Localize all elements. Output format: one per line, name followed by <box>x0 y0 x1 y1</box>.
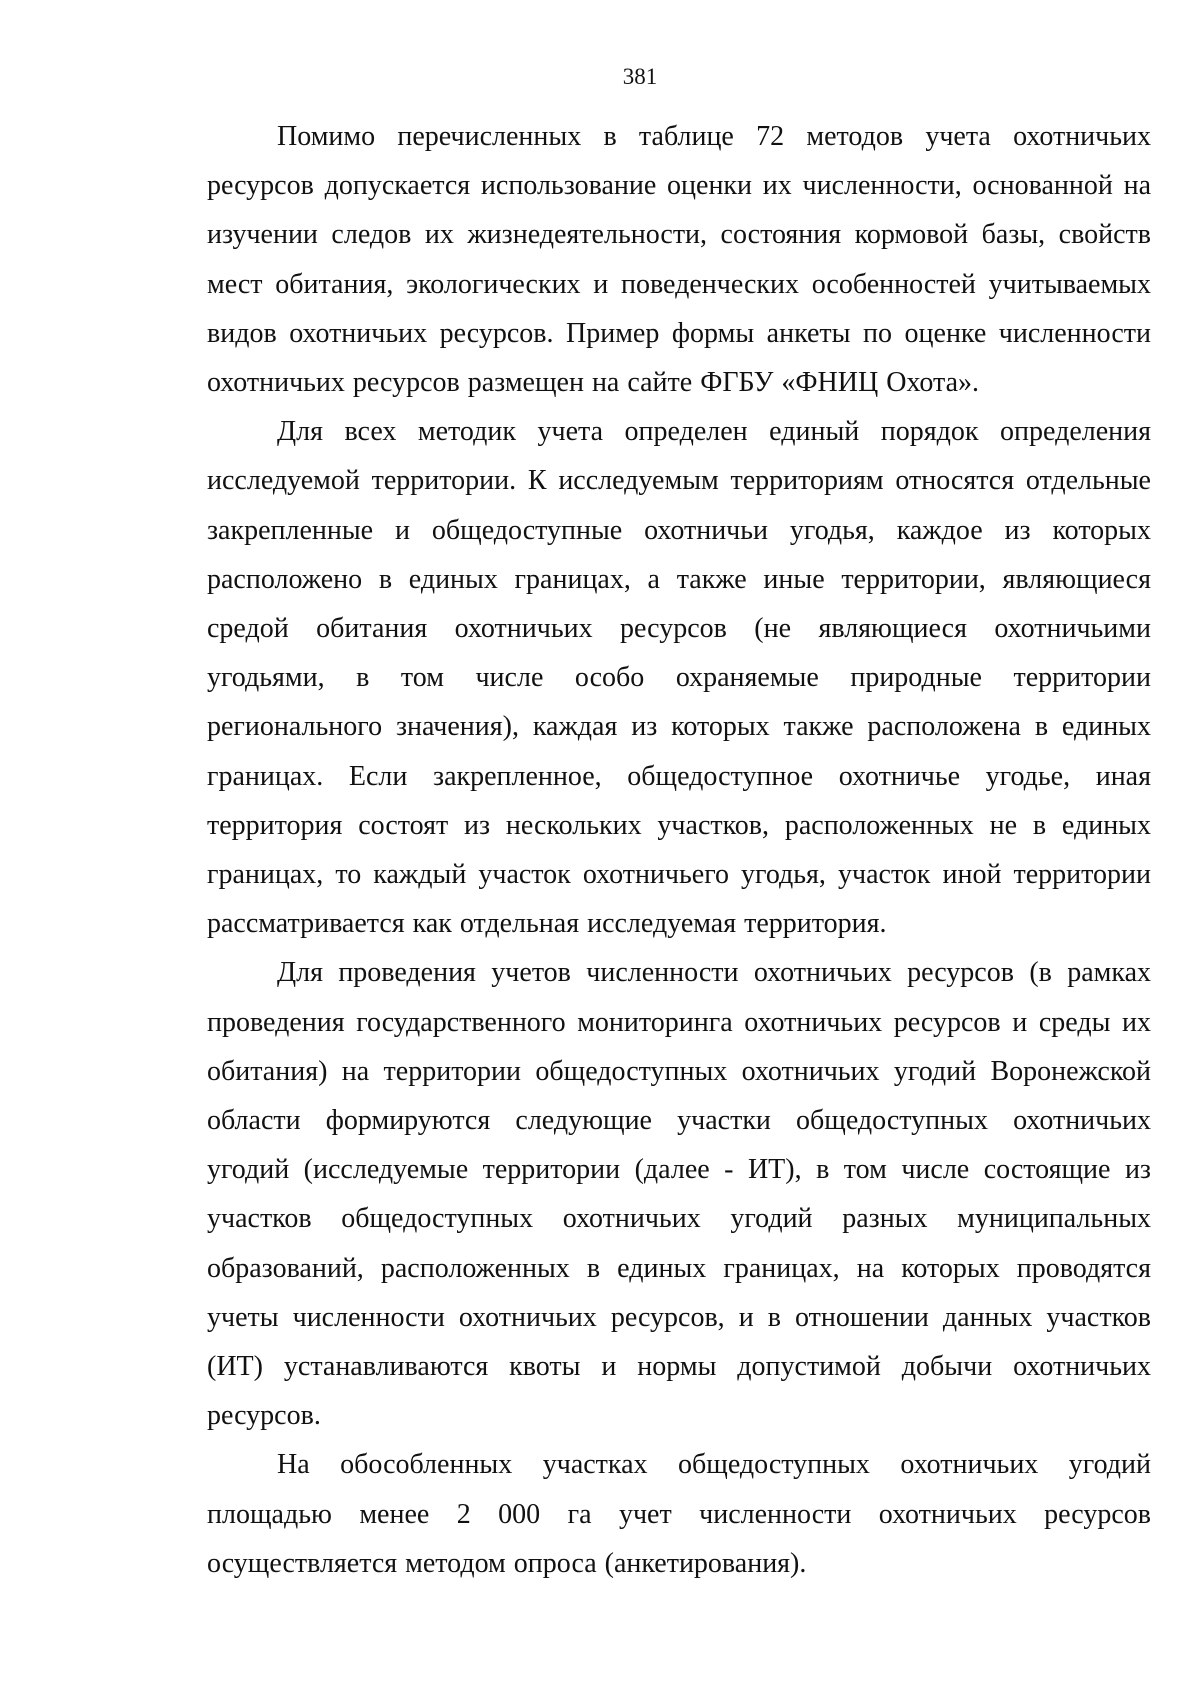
paragraph-hunting-resource-assessment: Помимо перечисленных в таблице 72 методов учета охотничьих ресурсов допускается использование оценки их численности, основанной на изучении следов их жизнедеятельности, состояния кормовой базы, свойств мест обитания, экологических и поведенческих особенностей учитываемых видов охотничьих ресурсов. Пример формы анкеты по оценке численности охотничьих ресурсов размещен на сайте ФГБУ «ФНИЦ Охота». <box>207 121 1151 399</box>
paragraph-small-areas-survey-method: На обособленных участках общедоступных охотничьих угодий площадью менее 2 000 га учет численности охотничьих ресурсов осуществляется методом опроса (анкетирования). <box>207 1449 1151 1579</box>
paragraph-study-territory-definition: Для всех методик учета определен единый порядок определения исследуемой территории. К исследуемым территориям относятся отдельные закрепленные и общедоступные охотничьи угодья, каждое из которых расположено в единых границах, а также иные территории, являющиеся средой обитания охотничьих ресурсов (не являющиеся охотничьими угодьями, в том числе особо охраняемые природные территории регионального значения), каждая из которых также расположена в единых границах. Если закрепленное, общедоступное охотничье угодье, иная территория состоят из нескольких участков, расположенных не в единых границах, то каждый участок охотничьего угодья, участок иной территории рассматривается как отдельная исследуемая территория. <box>207 416 1151 940</box>
paragraph-voronezh-study-areas: Для проведения учетов численности охотничьих ресурсов (в рамках проведения государственного мониторинга охотничьих ресурсов и среды их обитания) на территории общедоступных охотничьих угодий Воронежской области формируются следующие участки общедоступных охотничьих угодий (исследуемые территории (далее - ИТ), в том числе состоящие из участков общедоступных охотничьих угодий разных муниципальных образований, расположенных в единых границах, на которых проводятся учеты численности охотничьих ресурсов, и в отношении данных участков (ИТ) устанавливаются квоты и нормы допустимой добычи охотничьих ресурсов. <box>207 957 1151 1432</box>
body-text <box>207 112 1151 1588</box>
page-number: 381 <box>622 64 658 89</box>
